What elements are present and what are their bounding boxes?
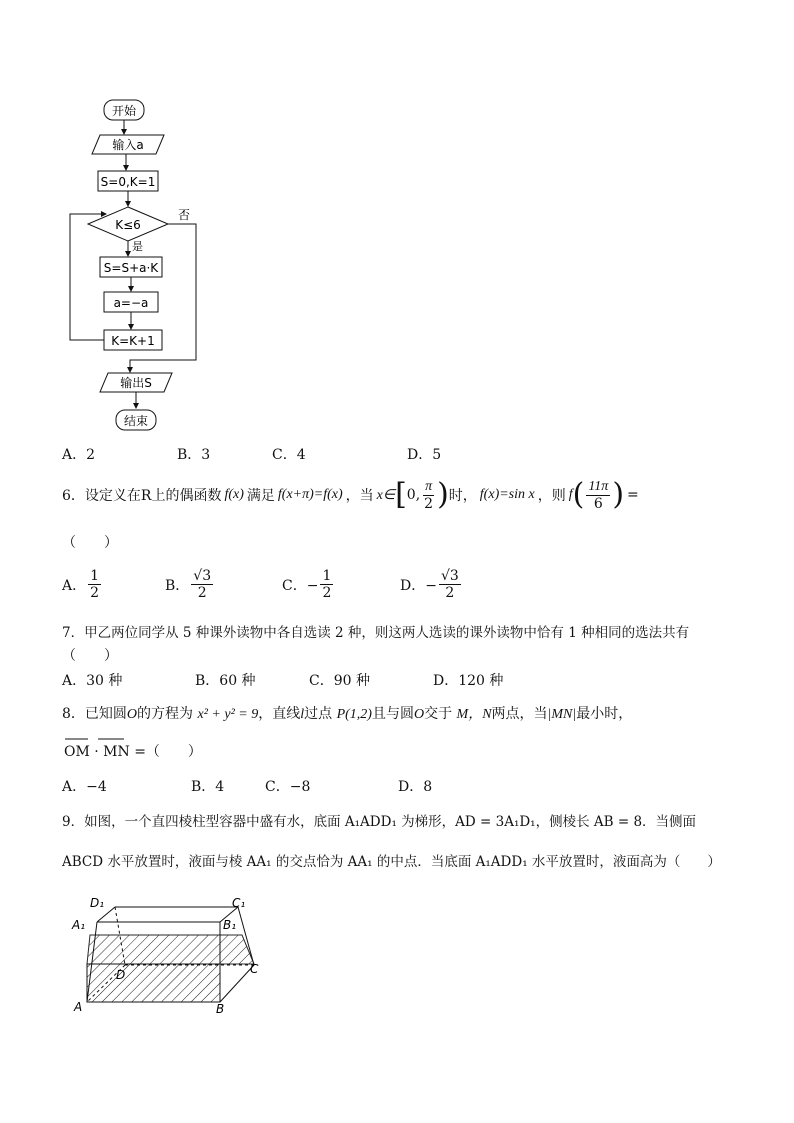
q6-option-c: C．− $\frac{1}{2}$ <box>282 568 332 601</box>
flow-step1-text: S=S+a·K <box>103 261 159 275</box>
q8-vector-expr: OM · MN =（ ） <box>64 744 202 760</box>
q7-blank: （ ） <box>62 648 118 664</box>
q6-blank: （ ） <box>62 535 118 551</box>
flow-condition-text: K≤6 <box>115 218 141 232</box>
flow-step2-text: a=−a <box>113 296 149 310</box>
label-c1: C₁ <box>232 896 246 910</box>
flow-end-text: 结束 <box>123 414 149 428</box>
q5-option-a: A．2 <box>62 447 96 463</box>
label-c: C <box>250 962 259 976</box>
q5-option-c: C．4 <box>272 447 306 463</box>
q7-option-a: A．30 种 <box>62 673 123 689</box>
flow-input-text: 输入a <box>112 138 144 152</box>
label-a: A <box>74 1000 83 1014</box>
flow-init-text: S=0,K=1 <box>100 175 156 189</box>
label-b1: B₁ <box>223 918 237 932</box>
flow-no-label: 否 <box>178 208 191 222</box>
q8-stem: 8．已知圆O的方程为 x² + y² = 9，直线l过点 P(1,2)且与圆O交于 M，N两点，当|MN|最小时， <box>62 706 633 722</box>
label-d1: D₁ <box>90 896 105 910</box>
q6-option-a: A． $\frac{1}{2}$ <box>62 568 100 601</box>
label-d: D <box>116 968 126 982</box>
q6-option-b: B． $\frac{√3}{2}$ <box>165 568 212 601</box>
flow-yes-label: 是 <box>132 240 143 253</box>
q5-option-d: D．5 <box>407 447 442 463</box>
q7-option-b: B．60 种 <box>195 673 256 689</box>
q5-option-b: B．3 <box>177 447 211 463</box>
q7-option-c: C．90 种 <box>309 673 370 689</box>
label-a1: A₁ <box>72 918 86 932</box>
label-b: B <box>216 1002 225 1016</box>
q7-option-d: D．120 种 <box>433 673 504 689</box>
q8-option-a: A．−4 <box>62 779 107 795</box>
q8-option-d: D．8 <box>398 779 433 795</box>
flow-step3-text: K=K+1 <box>111 334 155 348</box>
q9-stem-line1: 9．如图，一个直四棱柱型容器中盛有水，底面 A₁ADD₁ 为梯形，AD = 3A₁D₁，侧棱长 AB = 8．当侧面 <box>62 814 697 830</box>
flow-start-text: 开始 <box>111 104 137 118</box>
q6-option-d: D．− $\frac{√3}{2}$ <box>400 568 459 601</box>
prism-figure <box>70 895 270 1020</box>
flowchart <box>60 92 220 437</box>
q8-option-c: C．−8 <box>265 779 311 795</box>
flow-output-text: 输出S <box>120 376 152 390</box>
q7-stem: 7．甲乙两位同学从 5 种课外读物中各自选读 2 种，则这两人选读的课外读物中恰有 1 种相同的选法共有 <box>62 625 690 641</box>
q8-option-b: B．4 <box>191 779 225 795</box>
q6-stem: 6．设定义在R上的偶函数 f(x) 满足 f(x+π)=f(x) ，当 x∈ [ 0, $\frac{\pi}{2}$ ) 时， f(x)=sin x ，则 f ( $\frac{11\pi}{6}$ ) = <box>62 477 639 512</box>
q9-stem-line2: ABCD 水平放置时，液面与棱 AA₁ 的交点恰为 AA₁ 的中点．当底面 A₁ADD₁ 水平放置时，液面高为（ ） <box>62 854 721 870</box>
